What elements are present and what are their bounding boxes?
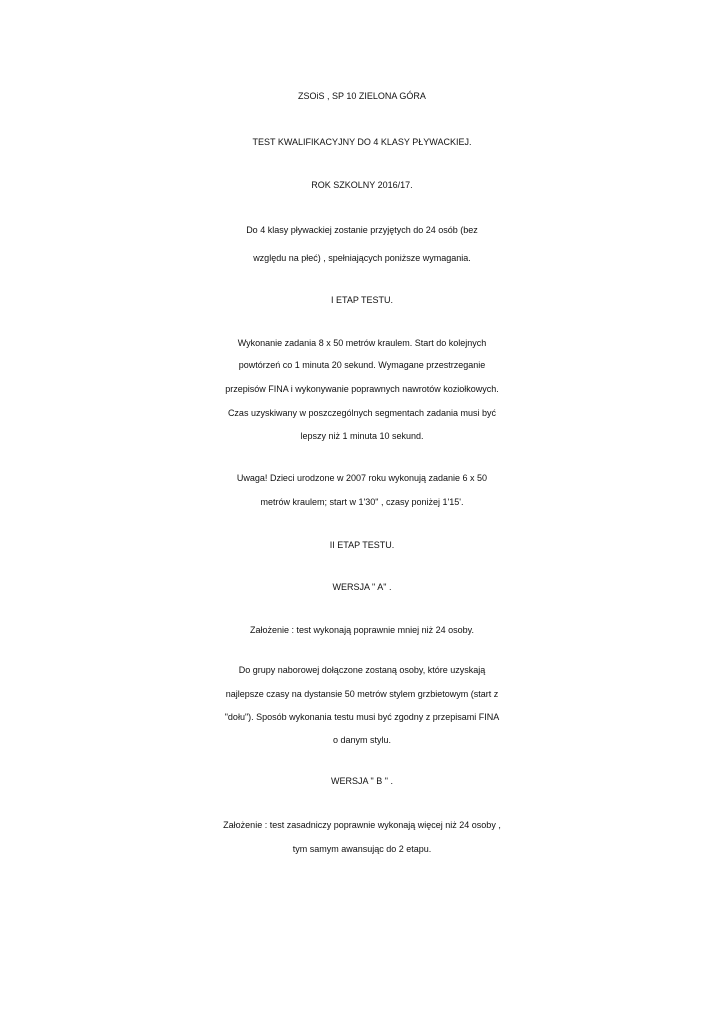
school-heading: ZSOiS , SP 10 ZIELONA GÓRA xyxy=(298,91,426,101)
version-a-line: o danym stylu. xyxy=(332,735,392,745)
note-line: Uwaga! Dzieci urodzone w 2007 roku wykonują zadanie 6 x 50 xyxy=(236,473,488,483)
version-a-line: najlepsze czasy na dystansie 50 metrów stylem grzbietowym (start z xyxy=(225,689,499,699)
stage2-heading: II ETAP TESTU. xyxy=(329,540,395,550)
version-b-line: Założenie : test zasadniczy poprawnie wykonają więcej niż 24 osoby , xyxy=(223,820,501,830)
intro-line: względu na płeć) , spełniających poniższe wymagania. xyxy=(253,253,471,263)
school-year: ROK SZKOLNY 2016/17. xyxy=(311,180,413,190)
stage1-line: Wykonanie zadania 8 x 50 metrów kraulem. Start do kolejnych xyxy=(237,338,487,348)
stage1-heading: I ETAP TESTU. xyxy=(330,295,393,305)
note-line: metrów kraulem; start w 1'30" , czasy poniżej 1'15'. xyxy=(260,497,464,507)
stage1-line: Czas uzyskiwany w poszczególnych segmentach zadania musi być xyxy=(227,408,497,418)
version-a-label: WERSJA " A" . xyxy=(332,582,392,592)
stage1-line: lepszy niż 1 minuta 10 sekund. xyxy=(300,431,424,441)
stage1-line: przepisów FINA i wykonywanie poprawnych nawrotów koziołkowych. xyxy=(225,384,499,394)
version-a-assumption: Założenie : test wykonają poprawnie mniej niż 24 osoby. xyxy=(250,625,474,635)
version-a-line: Do grupy naborowej dołączone zostaną osoby, które uzyskają xyxy=(238,665,486,675)
intro-line: Do 4 klasy pływackiej zostanie przyjętych do 24 osób (bez xyxy=(246,225,478,235)
version-b-label: WERSJA " B " . xyxy=(331,776,393,786)
version-a-line: "dołu"). Sposób wykonania testu musi być zgodny z przepisami FINA xyxy=(224,712,500,722)
test-title: TEST KWALIFIKACYJNY DO 4 KLASY PŁYWACKIEJ. xyxy=(252,137,472,147)
version-b-line: tym samym awansując do 2 etapu. xyxy=(292,844,432,854)
stage1-line: powtórzeń co 1 minuta 20 sekund. Wymagane przestrzeganie xyxy=(238,360,486,370)
